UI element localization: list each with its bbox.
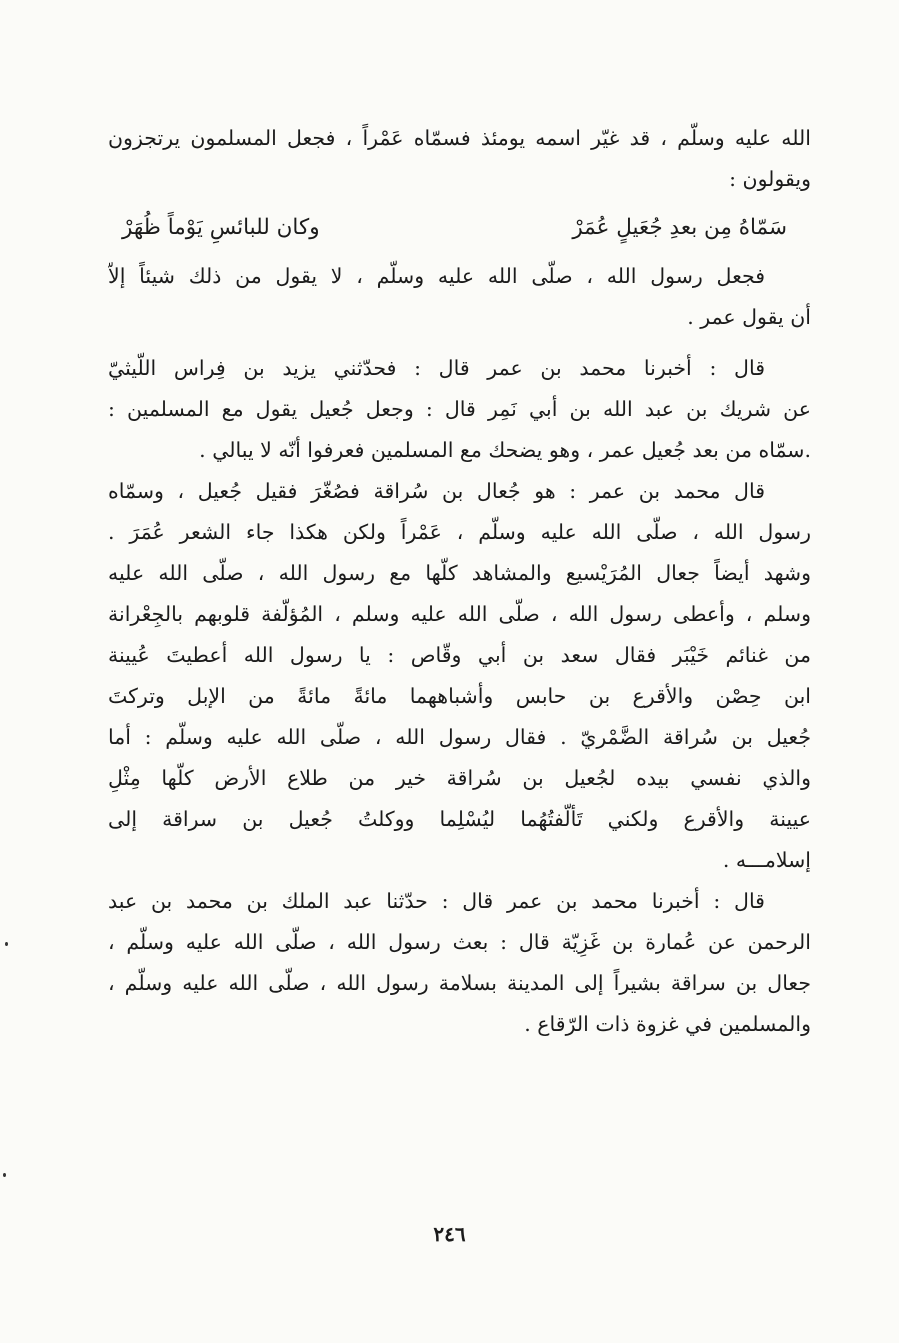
text-line: قال : أخبرنا محمد بن عمر قال : حدّثنا عبد الملك بن محمد بن عبد — [108, 889, 765, 913]
text-line: عيينة والأقرع ولكني تَألّفتُهُما ليُسْلِما ووكلتُ جُعيل بن سراقة إلى — [108, 807, 811, 831]
text-line: وشهد أيضاً جعال المُرَيْسيع والمشاهد كلّها مع رسول الله ، صلّى الله عليه — [108, 561, 811, 585]
text-line: الله عليه وسلّم ، قد غيّر اسمه يومئذ فسمّاه عَمْراً ، فجعل المسلمون يرتجزون — [108, 126, 811, 150]
text-line: فجعل رسول الله ، صلّى الله عليه وسلّم ، لا يقول من ذلك شيئاً إلاّ — [108, 264, 765, 288]
text-line: جُعيل بن سُراقة الضَّمْريّ . فقال رسول الله ، صلّى الله عليه وسلّم : أما — [108, 725, 811, 749]
text-line: جعال بن سراقة بشيراً إلى المدينة بسلامة رسول الله ، صلّى الله عليه وسلّم ، — [108, 971, 811, 995]
text-line: والذي نفسي بيده لجُعيل بن سُراقة خير من طلاع الأرض كلّها مِثْلِ — [108, 766, 811, 790]
scan-speck — [3, 1173, 6, 1177]
page-body — [108, 118, 811, 1045]
text-line: أن يقول عمر . — [687, 305, 811, 329]
text-line: رسول الله ، صلّى الله عليه وسلّم ، عَمْراً ولكن هكذا جاء الشعر عُمَرَ . — [108, 520, 811, 544]
verse-hemistich-left: وكان للبائسِ يَوْماً ظُهَرْ — [122, 215, 320, 240]
verse-hemistich-right: سَمّاهُ مِن بعدِ جُعَيلٍ عُمَرْ — [572, 215, 787, 240]
text-line: والمسلمين في غزوة ذات الرّقاع . — [524, 1012, 811, 1036]
text-line: .سمّاه من بعد جُعيل عمر ، وهو يضحك مع المسلمين فعرفوا أنّه لا يبالي . — [199, 438, 811, 462]
text-line: ويقولون : — [729, 167, 811, 191]
text-line: إسلامـــه . — [722, 848, 811, 872]
text-line: قال محمد بن عمر : هو جُعال بن سُراقة فصُغّرَ فقيل جُعيل ، وسمّاه — [108, 479, 765, 503]
text-line: عن شريك بن عبد الله بن أبي نَمِر قال : وجعل جُعيل يقول مع المسلمين : — [108, 397, 811, 421]
text-line: قال : أخبرنا محمد بن عمر قال : فحدّثني يزيد بن فِراس اللّيثيّ — [108, 356, 765, 380]
text-line: ابن حِصْن والأقرع بن حابس وأشباههما مائةً مائةً من الإبل وتركتَ — [108, 684, 811, 708]
text-line: وسلم ، وأعطى رسول الله ، صلّى الله عليه وسلم ، المُؤلّفة قلوبهم بالجِعْرانة — [108, 602, 811, 626]
text-line: من غنائم خَيْبَر فقال سعد بن أبي وقّاص : يا رسول الله أعطيتَ عُيينة — [108, 643, 811, 667]
page-number: ٢٤٦ — [433, 1222, 466, 1246]
verse — [108, 200, 811, 256]
scan-speck — [5, 942, 8, 946]
text-line: الرحمن عن عُمارة بن غَزِيّة قال : بعث رسول الله ، صلّى الله عليه وسلّم ، — [108, 930, 811, 954]
